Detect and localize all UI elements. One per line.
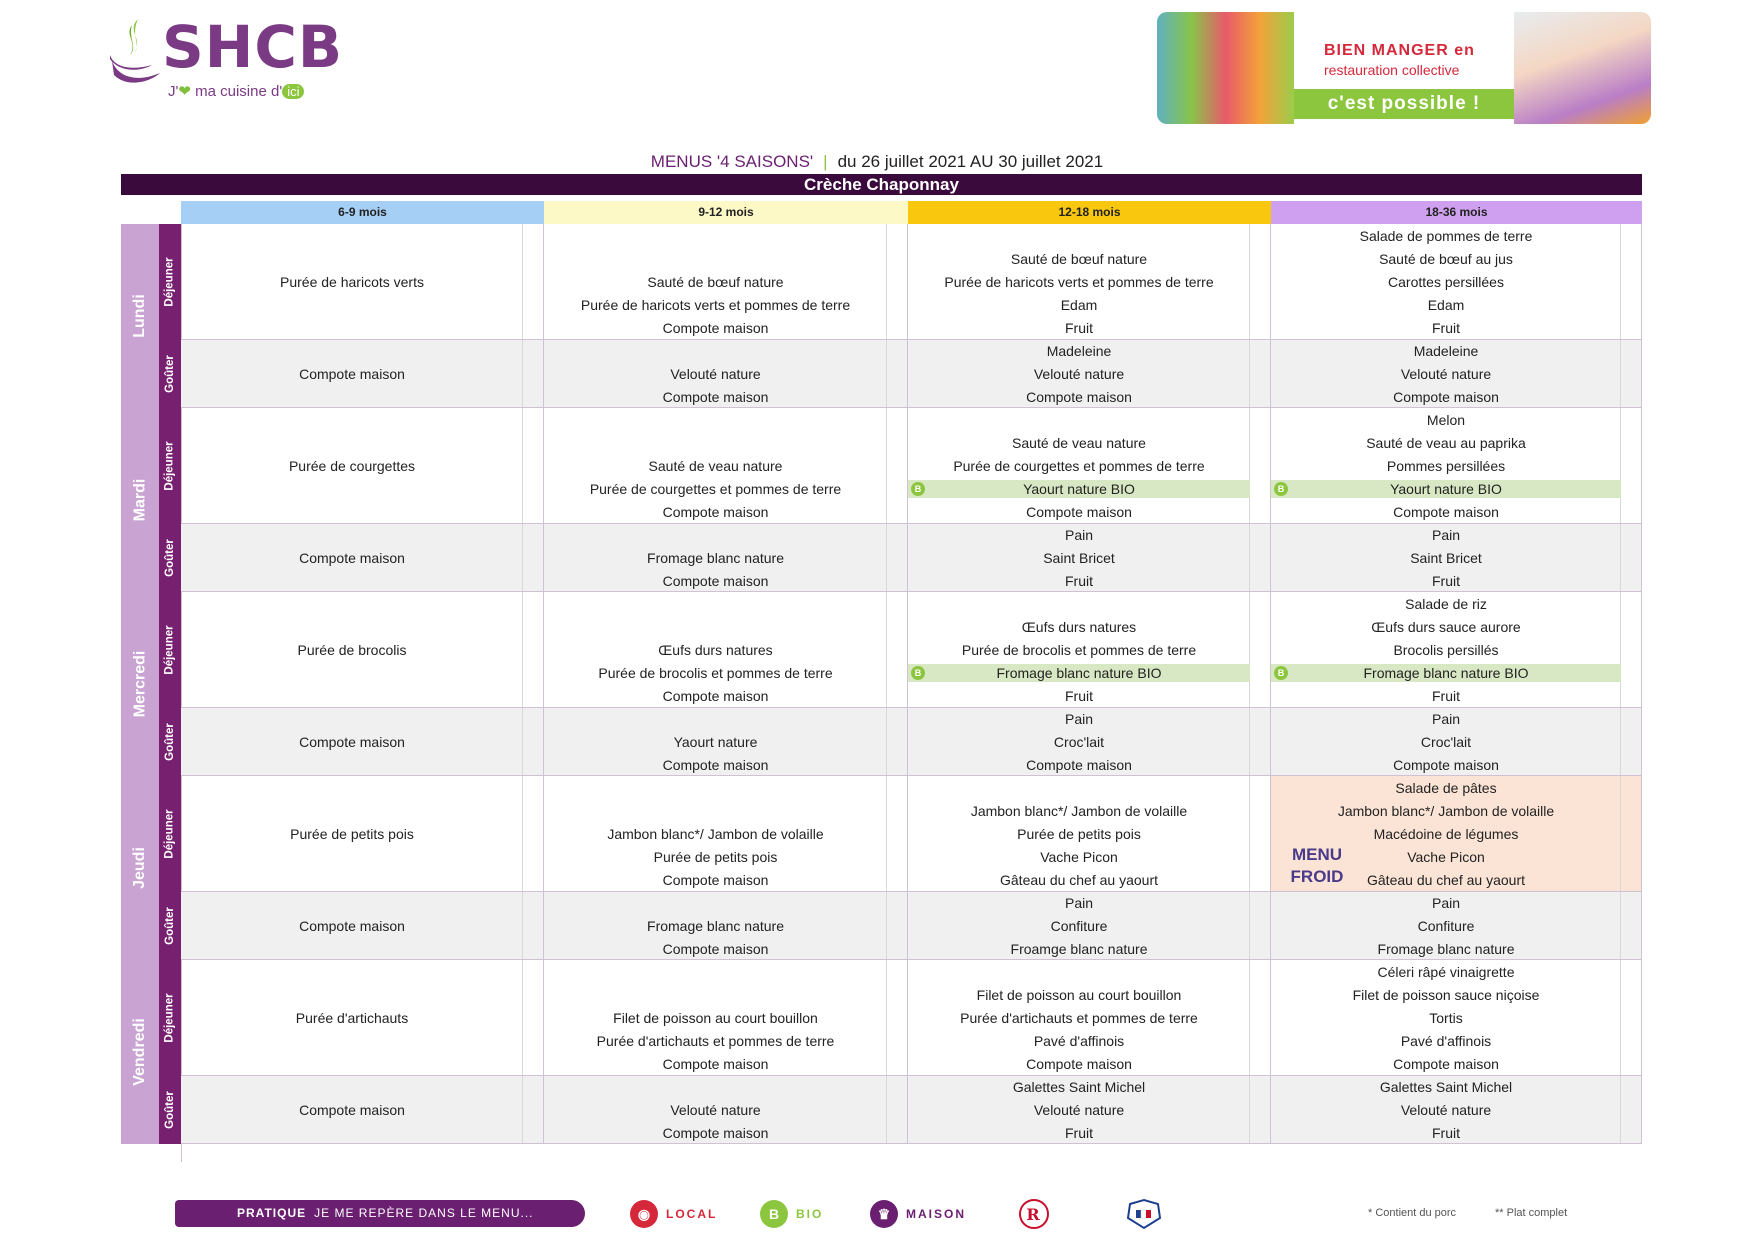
menu-item: Compote maison bbox=[662, 872, 769, 889]
menu-cell-dejeuner bbox=[181, 224, 544, 340]
menu-item: Brocolis persillés bbox=[1393, 642, 1499, 658]
menu-cell-gouter bbox=[908, 1076, 1271, 1144]
note-plat-complet: ** Plat complet bbox=[1495, 1207, 1568, 1219]
menu-cell-dejeuner bbox=[544, 408, 908, 524]
menu-item: Jambon blanc*/ Jambon de volaille bbox=[607, 826, 824, 842]
menu-cell-gouter bbox=[181, 892, 544, 960]
menu-item: B Fromage blanc nature BIO bbox=[1271, 664, 1621, 682]
menu-item: Filet de poisson au court bouillon bbox=[976, 986, 1182, 1003]
menu-item: Pavé d'affinois bbox=[1400, 1033, 1492, 1050]
menu-cell-gouter bbox=[181, 340, 544, 408]
menu-item: Purée de courgettes et pommes de terre bbox=[953, 458, 1205, 474]
meal-label-dejeuner: Déjeuner bbox=[159, 776, 181, 892]
venue-bar: Crèche Chaponnay bbox=[121, 174, 1642, 195]
menu-item: Confiture bbox=[1417, 918, 1475, 934]
menu-item: Tortis bbox=[1429, 1010, 1463, 1026]
menu-cell-dejeuner bbox=[1271, 776, 1642, 892]
bio-b-icon: B bbox=[1274, 666, 1288, 680]
menu-item: Compote maison bbox=[662, 388, 769, 405]
menu-item: Galettes Saint Michel bbox=[1012, 1079, 1146, 1096]
bio-b-icon: B bbox=[760, 1200, 788, 1228]
menu-cell-gouter bbox=[908, 708, 1271, 776]
menu-item: Croc'lait bbox=[1420, 734, 1472, 750]
meal-label-dejeuner: Déjeuner bbox=[159, 224, 181, 340]
menu-item: Pain bbox=[1431, 527, 1461, 544]
bio-b-icon: B bbox=[911, 482, 925, 496]
menu-item: Jambon blanc*/ Jambon de volaille bbox=[970, 802, 1188, 819]
menu-item: Fruit bbox=[1065, 572, 1093, 589]
menu-cell-gouter bbox=[544, 708, 908, 776]
menu-item: Fruit bbox=[1065, 320, 1093, 337]
menu-item: Pain bbox=[1064, 527, 1094, 544]
menu-item: Fromage blanc nature bbox=[647, 918, 784, 934]
menu-cell-dejeuner bbox=[1271, 960, 1642, 1076]
menu-item: Compote maison bbox=[1026, 1056, 1132, 1073]
seasons-photo bbox=[1157, 12, 1294, 124]
menu-cell-gouter bbox=[908, 524, 1271, 592]
menu-item: Croc'lait bbox=[1053, 734, 1105, 750]
menu-item: Compote maison bbox=[662, 504, 769, 521]
menu-item: Compote maison bbox=[662, 940, 769, 957]
menu-item: Sauté de bœuf nature bbox=[1010, 250, 1148, 267]
menu-item: Compote maison bbox=[1393, 388, 1499, 405]
menu-item: Purée d'artichauts bbox=[295, 1010, 409, 1026]
menu-cell-dejeuner bbox=[908, 408, 1271, 524]
menu-item: Compote maison bbox=[662, 688, 769, 705]
menu-item: Œufs durs sauce aurore bbox=[1371, 618, 1521, 635]
menu-item: Purée de courgettes bbox=[288, 458, 416, 474]
chef-hat-icon: ♛ bbox=[870, 1200, 898, 1228]
menu-cell-gouter bbox=[1271, 892, 1642, 960]
menu-item: Fromage blanc nature bbox=[647, 550, 784, 566]
day-label: Mercredi bbox=[131, 650, 149, 718]
legend-maison: ♛ MAISON bbox=[870, 1198, 966, 1230]
logo-tagline: J'❤ ma cuisine d' ici bbox=[168, 82, 304, 100]
banner-title: BIEN MANGER en bbox=[1324, 42, 1475, 59]
menu-item: Melon bbox=[1426, 411, 1466, 428]
menu-item: Fruit bbox=[1065, 688, 1093, 705]
menu-item: Salade de pâtes bbox=[1395, 779, 1497, 796]
menu-item: Gâteau du chef au yaourt bbox=[1367, 872, 1525, 889]
menu-item: Céleri râpé vinaigrette bbox=[1377, 963, 1515, 980]
menu-cell-gouter bbox=[181, 524, 544, 592]
menu-item: Froamge blanc nature bbox=[1010, 940, 1148, 957]
menu-item: Madeleine bbox=[1413, 343, 1479, 360]
bien-manger-banner bbox=[1157, 12, 1651, 124]
menu-cell-gouter bbox=[544, 340, 908, 408]
menu-item: Salade de riz bbox=[1405, 595, 1487, 612]
legend-bio: B BIO bbox=[760, 1198, 823, 1230]
pratique-legend-bar: PRATIQUE JE ME REPÈRE DANS LE MENU... bbox=[175, 1200, 585, 1227]
menu-cell-dejeuner bbox=[908, 960, 1271, 1076]
menu-item: Madeleine bbox=[1046, 343, 1112, 360]
menu-item: Compote maison bbox=[1393, 1056, 1499, 1073]
menu-item: Compote maison bbox=[662, 320, 769, 337]
menu-item: Sauté de veau nature bbox=[1012, 434, 1146, 451]
menu-item: Purée de haricots verts bbox=[280, 274, 424, 290]
menu-item: Vache Picon bbox=[1407, 849, 1485, 866]
menu-item: Œufs durs natures bbox=[658, 642, 773, 658]
menu-item: Fruit bbox=[1432, 320, 1460, 337]
menu-item: Compote maison bbox=[1026, 756, 1132, 773]
menu-item: Compote maison bbox=[1026, 388, 1132, 405]
column-header: 18-36 mois bbox=[1271, 201, 1642, 224]
menu-item: Fruit bbox=[1432, 688, 1460, 705]
menu-item: Velouté nature bbox=[670, 1102, 761, 1118]
menu-item: Sauté de bœuf nature bbox=[647, 274, 784, 290]
menu-item: Gâteau du chef au yaourt bbox=[1000, 872, 1158, 889]
menu-item: Fruit bbox=[1432, 572, 1460, 589]
menu-item: Pavé d'affinois bbox=[1033, 1033, 1125, 1050]
meal-label-gouter: Goûter bbox=[159, 708, 181, 776]
menu-item: Compote maison bbox=[299, 366, 405, 382]
day-label: Vendredi bbox=[131, 1018, 149, 1086]
menu-cell-dejeuner bbox=[908, 776, 1271, 892]
svg-text:R: R bbox=[1026, 1205, 1042, 1224]
menu-item: B Yaourt nature BIO bbox=[1271, 480, 1621, 498]
menu-title: MENUS '4 SAISONS' | du 26 juillet 2021 AU 30 juillet 2021 bbox=[650, 152, 1104, 171]
menu-item: Saint Bricet bbox=[1410, 550, 1482, 566]
menu-cell-gouter bbox=[544, 1076, 908, 1144]
day-label: Lundi bbox=[131, 294, 149, 338]
menu-cell-dejeuner bbox=[544, 224, 908, 340]
menu-froid-badge: MENU FROID bbox=[1290, 845, 1344, 886]
menu-item: Purée de petits pois bbox=[290, 826, 414, 842]
menu-item: Purée de haricots verts et pommes de terre bbox=[944, 274, 1214, 290]
menu-item: Compote maison bbox=[1393, 504, 1499, 521]
menu-item: Compote maison bbox=[299, 550, 405, 566]
day-label: Jeudi bbox=[131, 847, 149, 889]
menu-cell-dejeuner bbox=[544, 776, 908, 892]
menu-item: Fruit bbox=[1065, 1124, 1093, 1141]
meal-label-gouter: Goûter bbox=[159, 340, 181, 408]
legend-local: ◉ LOCAL bbox=[630, 1198, 717, 1230]
banner-subtitle: restauration collective bbox=[1324, 62, 1460, 78]
menu-cell-dejeuner bbox=[181, 408, 544, 524]
baby-photo bbox=[1514, 12, 1651, 124]
menu-item: Purée de brocolis et pommes de terre bbox=[598, 665, 833, 682]
menu-cell-gouter bbox=[181, 708, 544, 776]
menu-item: B Yaourt nature BIO bbox=[908, 480, 1250, 498]
label-rouge-logo bbox=[1010, 1198, 1058, 1230]
menu-item: Compote maison bbox=[299, 918, 405, 934]
menu-item: Saint Bricet bbox=[1043, 550, 1115, 566]
menu-item: Pommes persillées bbox=[1386, 458, 1506, 474]
meal-label-gouter: Goûter bbox=[159, 1076, 181, 1144]
logo-wordmark: SHCB bbox=[162, 13, 344, 81]
meal-label-gouter: Goûter bbox=[159, 892, 181, 960]
menu-cell-gouter bbox=[544, 892, 908, 960]
bio-b-icon: B bbox=[911, 666, 925, 680]
menu-cell-gouter bbox=[181, 1076, 544, 1144]
menu-cell-gouter bbox=[1271, 524, 1642, 592]
menu-item: Filet de poisson sauce niçoise bbox=[1352, 986, 1540, 1003]
menu-item: Velouté nature bbox=[670, 366, 761, 382]
menu-cell-gouter bbox=[1271, 708, 1642, 776]
menu-item: Purée de brocolis bbox=[297, 642, 407, 658]
menu-item: Compote maison bbox=[299, 734, 405, 750]
note-porc: * Contient du porc bbox=[1368, 1207, 1457, 1219]
column-header: 6-9 mois bbox=[181, 201, 544, 224]
menu-item: Edam bbox=[1060, 297, 1098, 314]
shcb-logo bbox=[108, 10, 348, 105]
menu-cell-dejeuner bbox=[544, 960, 908, 1076]
meal-label-dejeuner: Déjeuner bbox=[159, 960, 181, 1076]
menu-cell-gouter bbox=[908, 892, 1271, 960]
column-header: 12-18 mois bbox=[908, 201, 1271, 224]
menu-item: Compote maison bbox=[662, 1124, 769, 1141]
menu-cell-dejeuner bbox=[181, 960, 544, 1076]
menu-item: Sauté de veau au paprika bbox=[1366, 434, 1526, 451]
location-pin-icon: ◉ bbox=[630, 1200, 658, 1228]
steam-flame-icon bbox=[108, 15, 168, 87]
menu-cell-dejeuner bbox=[1271, 408, 1642, 524]
menu-item: Purée d'artichauts et pommes de terre bbox=[960, 1010, 1198, 1026]
menu-cell-dejeuner bbox=[1271, 592, 1642, 708]
menu-item: Compote maison bbox=[299, 1102, 405, 1118]
menu-item: Purée de petits pois bbox=[653, 849, 778, 866]
menu-item: Filet de poisson au court bouillon bbox=[613, 1010, 818, 1026]
menu-cell-dejeuner bbox=[1271, 224, 1642, 340]
menu-item: Velouté nature bbox=[1033, 366, 1125, 382]
menu-item: Jambon blanc*/ Jambon de volaille bbox=[1337, 802, 1555, 819]
meal-label-dejeuner: Déjeuner bbox=[159, 592, 181, 708]
menu-item: Sauté de bœuf au jus bbox=[1379, 250, 1513, 267]
menu-item: Compote maison bbox=[1026, 504, 1132, 521]
menu-item: Salade de pommes de terre bbox=[1359, 227, 1533, 244]
banner-cta: c'est possible ! bbox=[1294, 89, 1514, 119]
menu-item: Compote maison bbox=[662, 756, 769, 773]
menu-item: Purée de haricots verts et pommes de terre bbox=[580, 297, 851, 314]
france-origin-logo bbox=[1122, 1198, 1166, 1230]
day-label: Mardi bbox=[131, 478, 149, 522]
menu-item: Confiture bbox=[1050, 918, 1108, 934]
menu-cell-gouter bbox=[544, 524, 908, 592]
menu-item: Fromage blanc nature bbox=[1377, 940, 1515, 957]
menu-cell-gouter bbox=[908, 340, 1271, 408]
menu-cell-gouter bbox=[1271, 1076, 1642, 1144]
menu-item: Fruit bbox=[1432, 1124, 1460, 1141]
menu-cell-dejeuner bbox=[544, 592, 908, 708]
menu-item: Purée de courgettes et pommes de terre bbox=[589, 481, 842, 498]
menu-item: Vache Picon bbox=[1040, 849, 1118, 866]
menu-item: Compote maison bbox=[662, 1056, 769, 1073]
menu-cell-dejeuner bbox=[181, 776, 544, 892]
menu-item: Carottes persillées bbox=[1388, 274, 1504, 290]
menu-item: Purée de petits pois bbox=[1017, 826, 1141, 842]
column-header: 9-12 mois bbox=[544, 201, 908, 224]
menu-item: Yaourt nature bbox=[673, 734, 758, 750]
menu-item: Pain bbox=[1064, 895, 1094, 912]
menu-item: Macédoine de légumes bbox=[1373, 826, 1519, 842]
menu-item: Compote maison bbox=[662, 572, 769, 589]
menu-item: Edam bbox=[1427, 297, 1465, 314]
menu-item: Pain bbox=[1064, 711, 1094, 728]
menu-item: Velouté nature bbox=[1400, 1102, 1492, 1118]
menu-item: Compote maison bbox=[1393, 756, 1499, 773]
heart-icon: ❤ bbox=[178, 83, 191, 100]
menu-item: Pain bbox=[1431, 711, 1461, 728]
menu-cell-dejeuner bbox=[908, 592, 1271, 708]
menu-item: Galettes Saint Michel bbox=[1379, 1079, 1513, 1096]
menu-cell-dejeuner bbox=[181, 592, 544, 708]
menu-cell-gouter bbox=[1271, 340, 1642, 408]
menu-item: Sauté de veau nature bbox=[648, 458, 783, 474]
meal-label-dejeuner: Déjeuner bbox=[159, 408, 181, 524]
menu-item: Œufs durs natures bbox=[1021, 618, 1137, 635]
meal-label-gouter: Goûter bbox=[159, 524, 181, 592]
menu-item: Pain bbox=[1431, 895, 1461, 912]
menu-item: Purée de brocolis et pommes de terre bbox=[961, 642, 1197, 658]
menu-item: Purée d'artichauts et pommes de terre bbox=[596, 1033, 835, 1050]
menu-cell-dejeuner bbox=[908, 224, 1271, 340]
menu-item: Velouté nature bbox=[1400, 366, 1492, 382]
menu-item: Velouté nature bbox=[1033, 1102, 1125, 1118]
menu-item: B Fromage blanc nature BIO bbox=[908, 664, 1250, 682]
bio-b-icon: B bbox=[1274, 482, 1288, 496]
